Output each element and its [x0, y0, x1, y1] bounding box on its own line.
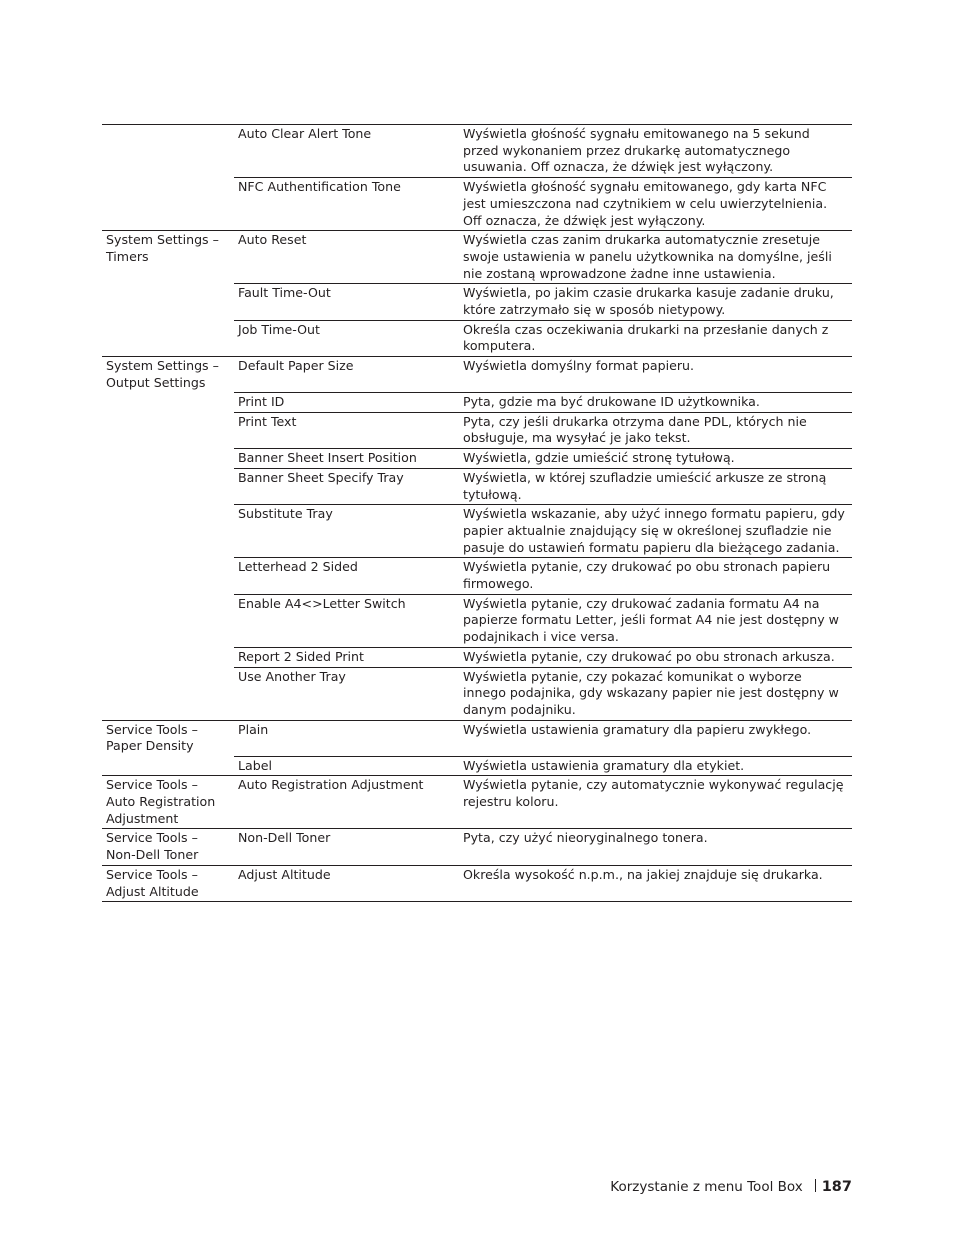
footer-section-title: Korzystanie z menu Tool Box	[610, 1179, 803, 1195]
table-row	[102, 720, 852, 756]
item-cell: Auto Clear Alert Tone	[234, 125, 459, 178]
item-cell: Job Time-Out	[234, 320, 459, 356]
group-cell	[102, 320, 234, 356]
table-row	[102, 449, 852, 469]
item-cell: Banner Sheet Insert Position	[234, 449, 459, 469]
table-row	[102, 320, 852, 356]
group-cell	[102, 468, 234, 504]
group-cell	[102, 284, 234, 320]
description-cell: Wyświetla czas zanim drukarka automatycznie zresetuje swoje ustawienia w panelu użytkownika na domyślne, jeśli nie zostaną wprowadzone żadne inne ustawienia.	[459, 231, 852, 284]
group-cell: Service Tools – Adjust Altitude	[102, 865, 234, 901]
description-cell: Wyświetla pytanie, czy drukować po obu stronach papieru firmowego.	[459, 558, 852, 594]
item-cell: Auto Registration Adjustment	[234, 776, 459, 829]
item-cell: Print Text	[234, 412, 459, 448]
item-cell: Print ID	[234, 393, 459, 413]
group-cell: System Settings – Timers	[102, 231, 234, 284]
group-cell: System Settings – Output Settings	[102, 357, 234, 393]
table-row	[102, 647, 852, 667]
item-cell: Adjust Altitude	[234, 865, 459, 901]
item-cell: Plain	[234, 720, 459, 756]
table-row	[102, 125, 852, 178]
item-cell: Enable A4<>Letter Switch	[234, 594, 459, 647]
page-number: 187	[821, 1179, 852, 1195]
table-row	[102, 505, 852, 558]
group-cell	[102, 558, 234, 594]
table-row	[102, 393, 852, 413]
description-cell: Wyświetla głośność sygnału emitowanego na 5 sekund przed wykonaniem przez drukarkę automatycznego usuwania. Off oznacza, że dźwięk jest wyłączony.	[459, 125, 852, 178]
item-cell: Report 2 Sided Print	[234, 647, 459, 667]
description-cell: Wyświetla pytanie, czy drukować zadania formatu A4 na papierze formatu Letter, jeśli format A4 nie jest dostępny w podajnikach i vice versa.	[459, 594, 852, 647]
table-row	[102, 756, 852, 776]
group-cell: Service Tools – Auto Registration Adjustment	[102, 776, 234, 829]
description-cell: Wyświetla, w której szufladzie umieścić arkusze ze stroną tytułową.	[459, 468, 852, 504]
group-cell	[102, 412, 234, 448]
table-row	[102, 468, 852, 504]
description-cell: Wyświetla domyślny format papieru.	[459, 357, 852, 393]
item-cell: Banner Sheet Specify Tray	[234, 468, 459, 504]
table-row	[102, 667, 852, 720]
item-cell: Substitute Tray	[234, 505, 459, 558]
group-cell	[102, 756, 234, 776]
table-row	[102, 558, 852, 594]
description-cell: Pyta, gdzie ma być drukowane ID użytkownika.	[459, 393, 852, 413]
menu-settings-table	[102, 124, 852, 902]
group-cell: Service Tools – Non-Dell Toner	[102, 829, 234, 865]
item-cell: Letterhead 2 Sided	[234, 558, 459, 594]
item-cell: Use Another Tray	[234, 667, 459, 720]
group-cell	[102, 178, 234, 231]
description-cell: Wyświetla ustawienia gramatury dla papieru zwykłego.	[459, 720, 852, 756]
table-row	[102, 412, 852, 448]
group-cell	[102, 647, 234, 667]
table-row	[102, 776, 852, 829]
footer-separator	[815, 1179, 816, 1192]
group-cell	[102, 505, 234, 558]
description-cell: Wyświetla pytanie, czy automatycznie wykonywać regulację rejestru koloru.	[459, 776, 852, 829]
page-footer	[610, 1179, 852, 1195]
description-cell: Wyświetla pytanie, czy pokazać komunikat o wyborze innego podajnika, gdy wskazany papier nie jest dostępny w danym podajniku.	[459, 667, 852, 720]
description-cell: Wyświetla ustawienia gramatury dla etykiet.	[459, 756, 852, 776]
item-cell: Non-Dell Toner	[234, 829, 459, 865]
description-cell: Wyświetla, gdzie umieścić stronę tytułową.	[459, 449, 852, 469]
group-cell	[102, 449, 234, 469]
group-cell	[102, 393, 234, 413]
description-cell: Wyświetla wskazanie, aby użyć innego formatu papieru, gdy papier aktualnie znajdujący się w określonej szufladzie nie pasuje do ustawień formatu papieru dla bieżącego zadania.	[459, 505, 852, 558]
table-row	[102, 594, 852, 647]
group-cell	[102, 594, 234, 647]
item-cell: Default Paper Size	[234, 357, 459, 393]
table-row	[102, 865, 852, 901]
group-cell	[102, 125, 234, 178]
item-cell: Auto Reset	[234, 231, 459, 284]
menu-table-body	[102, 125, 852, 902]
description-cell: Określa wysokość n.p.m., na jakiej znajduje się drukarka.	[459, 865, 852, 901]
table-row	[102, 178, 852, 231]
table-row	[102, 231, 852, 284]
description-cell: Wyświetla pytanie, czy drukować po obu stronach arkusza.	[459, 647, 852, 667]
item-cell: NFC Authentification Tone	[234, 178, 459, 231]
group-cell: Service Tools – Paper Density	[102, 720, 234, 756]
table-row	[102, 284, 852, 320]
group-cell	[102, 667, 234, 720]
item-cell: Fault Time-Out	[234, 284, 459, 320]
item-cell: Label	[234, 756, 459, 776]
description-cell: Określa czas oczekiwania drukarki na przesłanie danych z komputera.	[459, 320, 852, 356]
table-row	[102, 357, 852, 393]
description-cell: Pyta, czy jeśli drukarka otrzyma dane PDL, których nie obsługuje, ma wysyłać je jako tekst.	[459, 412, 852, 448]
description-cell: Wyświetla, po jakim czasie drukarka kasuje zadanie druku, które zatrzymało się w sposób nietypowy.	[459, 284, 852, 320]
description-cell: Pyta, czy użyć nieoryginalnego tonera.	[459, 829, 852, 865]
table-row	[102, 829, 852, 865]
description-cell: Wyświetla głośność sygnału emitowanego, gdy karta NFC jest umieszczona nad czytnikiem w celu uwierzytelnienia. Off oznacza, że dźwięk jest wyłączony.	[459, 178, 852, 231]
